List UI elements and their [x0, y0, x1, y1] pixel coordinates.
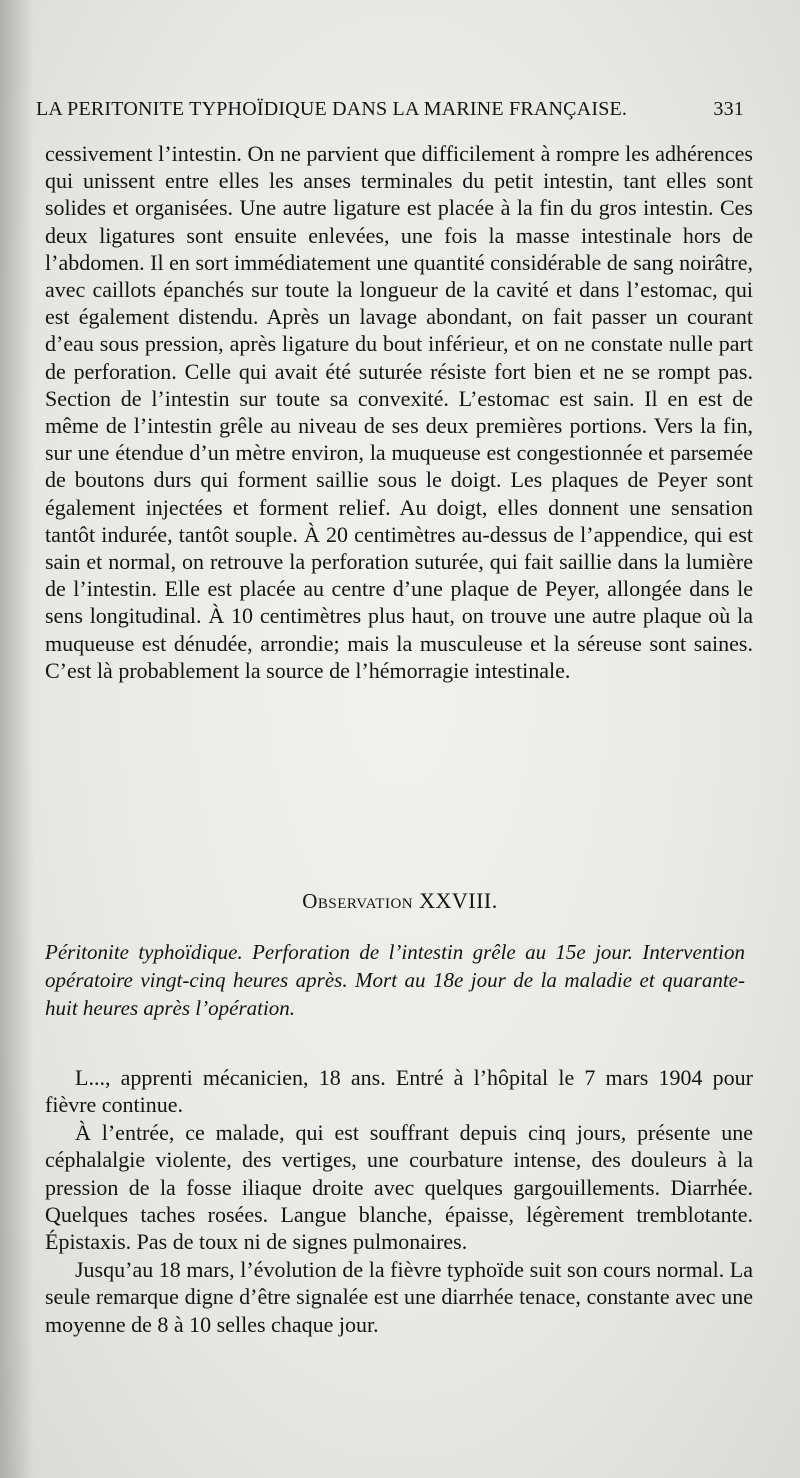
observation-summary: Péritonite typhoïdique. Perforation de l’intestin grêle au 15e jour. Intervention opératoire vingt-cinq heures après. Mort au 18e jour de la maladie et quarante-huit heures après l’opération. [45, 940, 745, 1020]
paragraph-continued: cessivement l’intestin. On ne parvient que difficilement à rompre les adhérences qui unissent entre elles les anses terminales du petit intestin, tant elles sont solides et organisées. Une autre ligature est placée à la fin du gros intestin. Ces deux ligatures sont ensuite enlevées, une fois la masse intestinale hors de l’abdomen. Il en sort immédiatement une quantité considérable de sang noirâtre, avec caillots épanchés sur toute la longueur de la cavité et dans l’estomac, qui est également distendu. Après un lavage abondant, on fait passer un courant d’eau sous pression, après ligature du bout inférieur, et on ne constate nulle part de perforation. Celle qui avait été suturée résiste fort bien et ne se rompt pas. Section de l’intestin sur toute sa convexité. L’estomac est sain. Il en est de même de l’intestin grêle au niveau de ses deux premières portions. Vers la fin, sur une étendue d’un mètre environ, la muqueuse est congestionnée et parsemée de boutons durs qui forment saillie sous le doigt. Les plaques de Peyer sont également injectées et forment relief. Au doigt, elles donnent une sensation tantôt indurée, tantôt souple. À 20 centimètres au-dessus de l’appendice, qui est sain et normal, on retrouve la perforation suturée, qui fait saillie dans la lumière de l’intestin. Elle est placée au centre d’une plaque de Peyer, allongée dans le sens longitudinal. À 10 centimètres plus haut, on trouve une autre plaque où la muqueuse est dénudée, arrondie; mais la musculeuse et la séreuse sont saines. C’est là probablement la source de l’hémorragie intestinale. [45, 141, 753, 683]
paragraph: Jusqu’au 18 mars, l’évolution de la fièvre typhoïde suit son cours normal. La seule remarque digne d’être signalée est une diarrhée tenace, constante avec une moyenne de 8 à 10 selles chaque jour. [45, 1256, 753, 1337]
case-text-block [45, 1064, 753, 1338]
running-head-title: LA PERITONITE TYPHOÏDIQUE DANS LA MARINE FRANÇAISE. [36, 98, 628, 120]
paragraph: À l’entrée, ce malade, qui est souffrant depuis cinq jours, présente une céphalalgie violente, des vertiges, une courbature intense, des douleurs à la pression de la fosse iliaque droite avec quelques gargouillements. Diarrhée. Quelques taches rosées. Langue blanche, épaisse, légèrement tremblotante. Épistaxis. Pas de toux ni de signes pulmonaires. [45, 1119, 753, 1255]
paragraph: L..., apprenti mécanicien, 18 ans. Entré à l’hôpital le 7 mars 1904 pour fièvre continue. [45, 1065, 753, 1118]
binding-shadow [0, 0, 34, 1478]
running-head [36, 98, 744, 126]
observation-numeral: XXVIII. [419, 888, 498, 913]
page-number: 331 [713, 98, 744, 120]
continued-text-block [45, 140, 753, 684]
observation-heading [0, 888, 800, 914]
observation-label: Observation [302, 889, 414, 913]
